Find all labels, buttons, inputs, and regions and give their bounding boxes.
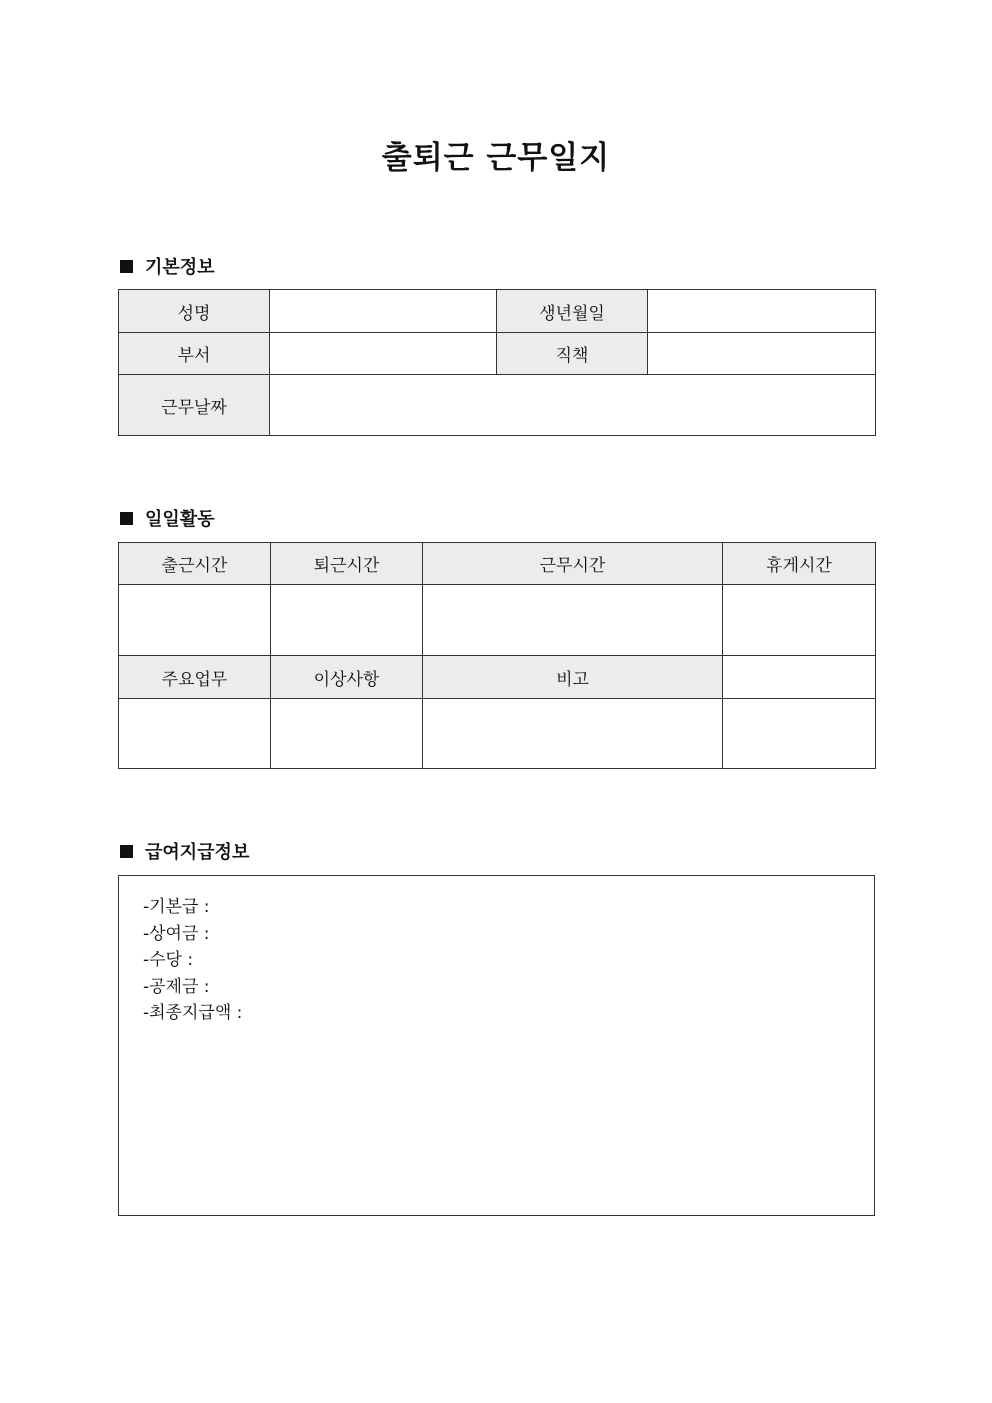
birth-date-field[interactable] <box>648 290 876 333</box>
main-tasks-field[interactable] <box>119 699 271 769</box>
section-heading-basic-info <box>120 253 215 279</box>
clock-in-time-label: 출근시간 <box>119 543 271 585</box>
page-title: 출퇴근 근무일지 <box>381 140 611 176</box>
remarks-label: 비고 <box>423 656 723 699</box>
base-pay-line: -기본급 : <box>143 897 210 917</box>
name-label: 성명 <box>119 290 270 333</box>
break-time-label: 휴게시간 <box>723 543 876 585</box>
position-label: 직책 <box>497 333 648 375</box>
issues-label: 이상사항 <box>271 656 423 699</box>
work-hours-field[interactable] <box>423 585 723 656</box>
black-square-icon <box>120 260 133 273</box>
deduction-line: -공제금 : <box>143 976 210 997</box>
section-heading-pay-info <box>120 838 249 864</box>
daily-activity-table <box>118 542 876 769</box>
section-title: 기본정보 <box>145 257 215 278</box>
name-field[interactable] <box>270 290 497 333</box>
basic-info-table <box>118 289 876 436</box>
bonus-line: -상여금 : <box>143 923 210 944</box>
work-date-field[interactable] <box>270 375 876 436</box>
remarks-field[interactable] <box>423 699 723 769</box>
break-time-field[interactable] <box>723 585 876 656</box>
section-heading-daily-activity <box>120 505 215 531</box>
pay-info-lines <box>143 894 242 1027</box>
department-label: 부서 <box>119 333 270 375</box>
final-pay-line: -최종지급액 : <box>143 1003 243 1023</box>
clock-in-time-field[interactable] <box>119 585 271 656</box>
main-tasks-label: 주요업무 <box>119 656 271 699</box>
clock-out-time-field[interactable] <box>271 585 423 656</box>
section-title: 급여지급정보 <box>145 842 250 863</box>
work-hours-label: 근무시간 <box>423 543 723 585</box>
allowance-line: -수당 : <box>143 950 194 970</box>
empty-cell[interactable] <box>723 656 876 699</box>
black-square-icon <box>120 512 133 525</box>
birth-date-label: 생년월일 <box>497 290 648 333</box>
department-field[interactable] <box>270 333 497 375</box>
pay-info-box[interactable] <box>118 875 875 1216</box>
empty-field[interactable] <box>723 699 876 769</box>
section-title: 일일활동 <box>145 509 215 530</box>
black-square-icon <box>120 845 133 858</box>
clock-out-time-label: 퇴근시간 <box>271 543 423 585</box>
position-field[interactable] <box>648 333 876 375</box>
work-date-label: 근무날짜 <box>119 375 270 436</box>
issues-field[interactable] <box>271 699 423 769</box>
